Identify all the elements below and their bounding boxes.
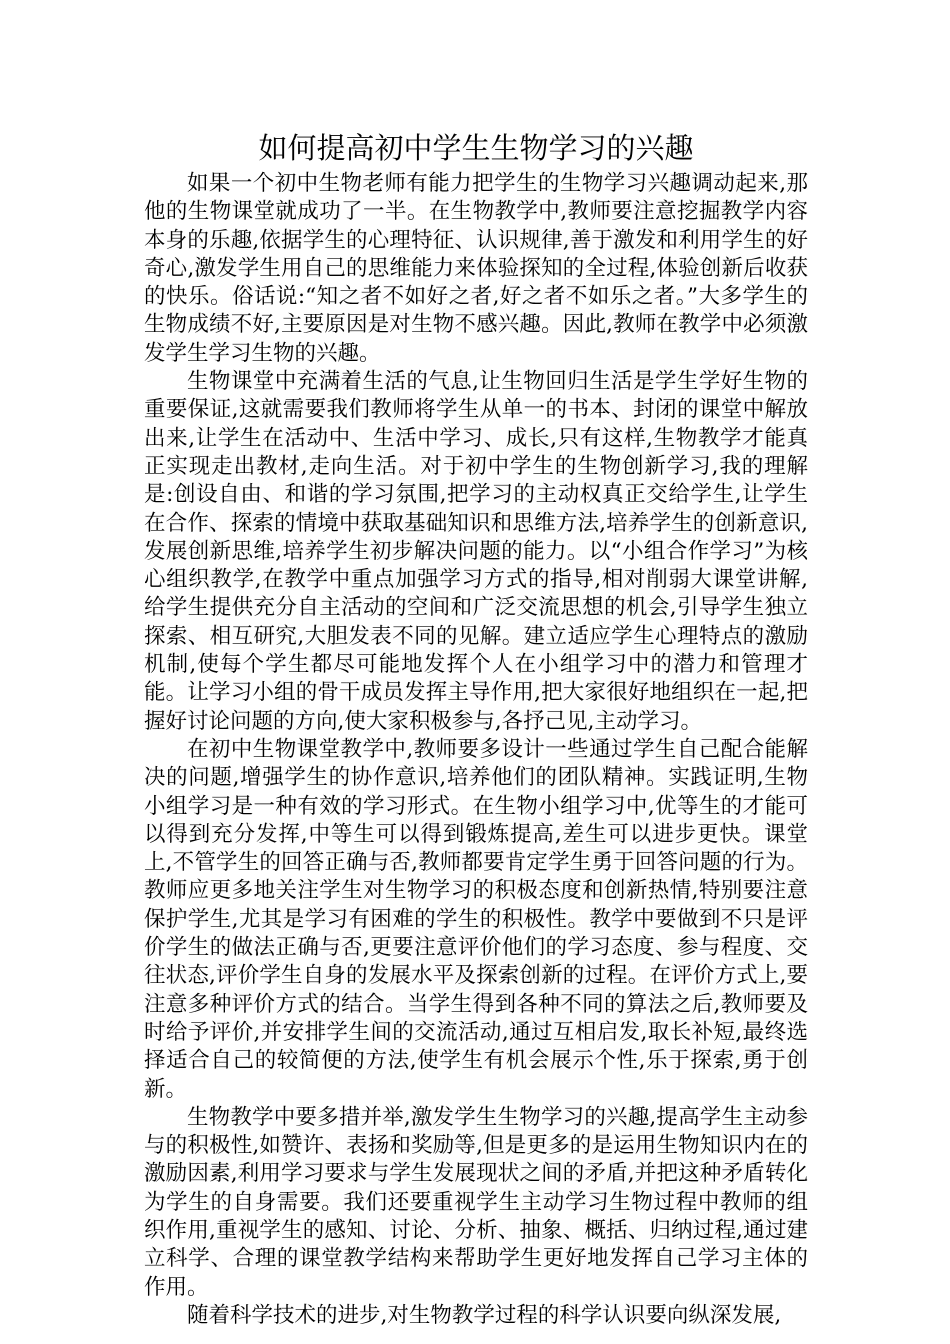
paragraph-3: 在初中生物课堂教学中,教师要多设计一些通过学生自己配合能解决的问题,增强学生的协作意识,培养他们的团队精神。实践证明,生物小组学习是一种有效的学习形式。在生物小组学习中,优等生的才能可以得到充分发挥,中等生可以得到锻炼提高,差生可以进步更快。课堂上,不管学生的回答正确与否,教师都要肯定学生勇于回答问题的行为。教师应更多地关注学生对生物学习的积极态度和创新热情,特别要注意保护学生,尤其是学习有困难的学生的积极性。教学中要做到不只是评价学生的做法正确与否,更要注意评价他们的学习态度、参与程度、交往状态,评价学生自身的发展水平及探索创新的过程。在评价方式上,要注意多种评价方式的结合。当学生得到各种不同的算法之后,教师要及时给予评价,并安排学生间的交流活动,通过互相启发,取长补短,最终选择适合自己的较简便的方法,使学生有机会展示个性,乐于探索,勇于创新。 xyxy=(144,736,808,1102)
paragraph-2: 生物课堂中充满着生活的气息,让生物回归生活是学生学好生物的重要保证,这就需要我们教师将学生从单一的书本、封闭的课堂中解放出来,让学生在活动中、生活中学习、成长,只有这样,生物教学才能真正实现走出教材,走向生活。对于初中学生的生物创新学习,我的理解是:创设自由、和谐的学习氛围,把学习的主动权真正交给学生,让学生在合作、探索的情境中获取基础知识和思维方法,培养学生的创新意识,发展创新思维,培养学生初步解决问题的能力。以“小组合作学习”为核心组织教学,在教学中重点加强学习方式的指导,相对削弱大课堂讲解,给学生提供充分自主活动的空间和广泛交流思想的机会,引导学生独立探索、相互研究,大胆发表不同的见解。建立适应学生心理特点的激励机制,使每个学生都尽可能地发挥个人在小组学习中的潜力和管理才能。让学习小组的骨干成员发挥主导作用,把大家很好地组织在一起,把握好讨论问题的方向,使大家积极参与,各抒己见,主动学习。 xyxy=(144,369,808,734)
paragraph-4: 生物教学中要多措并举,激发学生生物学习的兴趣,提高学生主动参与的积极性,如赞许、表扬和奖励等,但是更多的是运用生物知识内在的激励因素,利用学习要求与学生发展现状之间的矛盾,并把这种矛盾转化为学生的自身需要。我们还要重视学生主动学习生物过程中教师的组织作用,重视学生的感知、讨论、分析、抽象、概括、归纳过程,通过建立科学、合理的课堂教学结构来帮助学生更好地发挥自己学习主体的作用。 xyxy=(144,1104,808,1300)
paragraph-5: 随着科学技术的进步,对生物教学过程的科学认识要向纵深发展, xyxy=(187,1302,782,1328)
paragraph-1: 如果一个初中生物老师有能力把学生的生物学习兴趣调动起来,那他的生物课堂就成功了一半。在生物教学中,教师要注意挖掘教学内容本身的乐趣,依据学生的心理特征、认识规律,善于激发和利用学生的好奇心,激发学生用自己的思维能力来体验探知的全过程,体验创新后收获的快乐。俗话说:“知之者不如好之者,好之者不如乐之者。”大多学生的生物成绩不好,主要原因是对生物不感兴趣。因此,教师在教学中必须激发学生学习生物的兴趣。 xyxy=(144,171,808,366)
document-body xyxy=(144,128,808,1330)
document-title: 如何提高初中学生生物学习的兴趣 xyxy=(258,131,694,165)
